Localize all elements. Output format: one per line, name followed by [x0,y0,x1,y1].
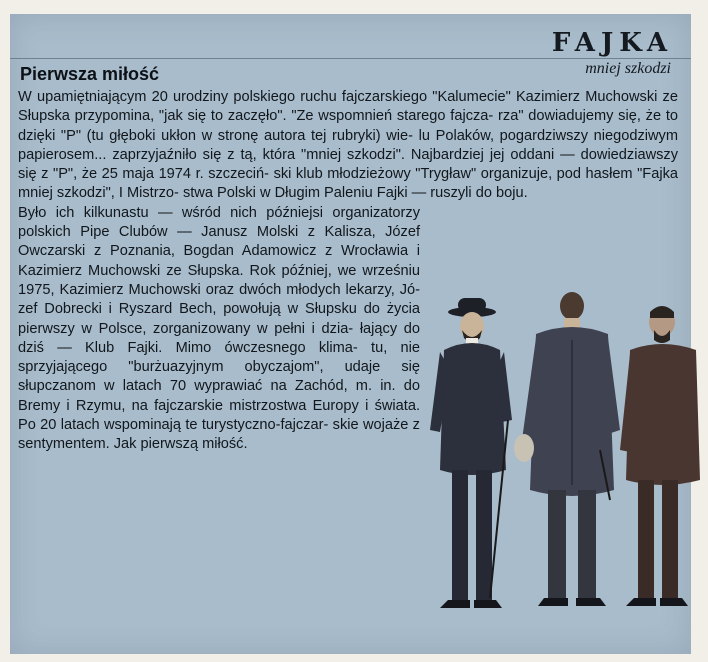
line: lu Polaków, pogardziwszy niegodziwym papierosem... zaprzyjaźniło się z tą, która "mniej [18,127,678,163]
line: ski klub młodzieżowy "Trygław" organizuje, pod hasłem "Fajka mniej szkodzi", I Mistrzo- [18,166,678,202]
line: i świata. Po 20 latach wspominają te turystyczno-fajczar- [18,397,421,434]
gentleman-left-figure [430,298,512,608]
line: Muchowski ze Słupska przypomina, "jak się to zaczęło". "Ze wspomnień starego fajcza- [18,89,678,125]
line: rza" dowiadujemy się, że to dzięki "P" (tu głęboki ukłon w stronę autora tej rubryki) wie- [18,108,678,144]
line: skie wojaże z sentymentem. Jak pierwszą miłość. [18,417,420,453]
line: Było ich kilkunastu — wśród nich późniejsi organizatorzy polskich [18,204,420,241]
paragraph-1 [18,88,678,204]
line: się słupczanom w latach 70 wyprawiać na Zachód, m. [18,359,420,395]
line: zef Dobrecki i Ryszard Bech, powołują w Słupsku do [18,301,380,318]
line: stwa Polski w Długim Paleniu Fajki — ruszyli do boju. [182,185,528,202]
line: Pipe Clubów — Janusz Molski z Kalisza, Józef Owczarski [18,224,420,260]
line: z Poznania, Bogdan Adamowicz z Wrocławia i Kazimierz [18,243,420,279]
line: in. do Bremy i Rzymu, na fajczarskie mistrzostwa Europy [18,378,420,414]
line: szkodzi". Najbardziej jej oddani — dowiedziawszy się z "P", że 25 maja 1974 r. szczeciń- [18,146,678,183]
header-rule [10,58,691,59]
gentlemen-illustration [400,280,700,640]
gentleman-right-figure [620,306,700,606]
line: życia pierwszy w Polsce, zorganizowany w pełni i dzia- [18,301,420,337]
article-title: Pierwsza miłość [20,64,160,84]
line: Muchowski ze Słupska. Rok później, we wrześniu 1975, [18,262,420,298]
line: łający do dziś — Klub Fajki. Mimo ówczesnego klima- [18,320,420,356]
paragraph-2 [18,204,420,455]
line: tu, nie sprzyjającego "burżuazyjnym obyczajom", udaje [18,339,420,376]
line: Kazimierz Muchowski oraz dwóch młodych lekarzy, Jó- [59,281,420,298]
column-subtitle: mniej szkodzi [585,60,671,77]
column-name: FAJKA [551,28,673,58]
line: W upamiętniającym 20 urodziny polskiego ruchu fajczarskiego "Kalumecie" Kazimierz [18,89,581,105]
gentleman-middle-figure [514,292,620,606]
